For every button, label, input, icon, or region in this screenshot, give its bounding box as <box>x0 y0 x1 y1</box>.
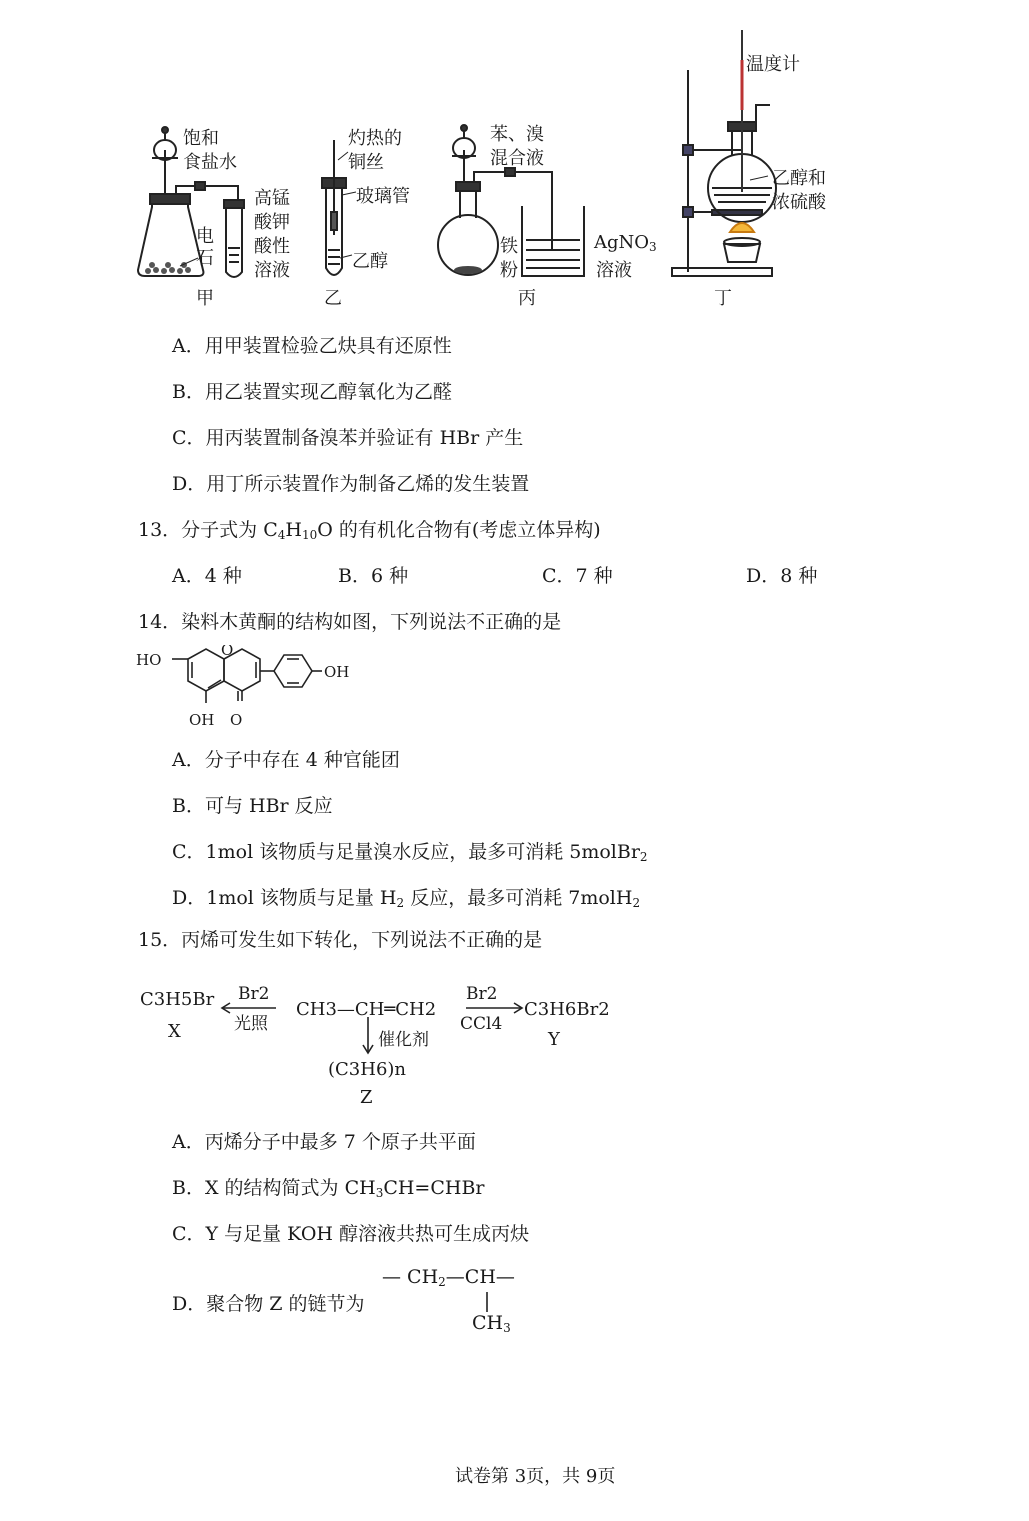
scheme-x-formula: C3H5Br <box>140 989 215 1010</box>
chain-branch: $CH_3$ <box>472 1312 511 1335</box>
yi-caption: 乙 <box>324 288 342 309</box>
jia-label-tube-4: 溶液 <box>254 260 290 281</box>
q14-option-a: A．分子中存在 4 种官能团 <box>172 749 400 771</box>
scheme-z-formula: (C3H6)n <box>328 1059 407 1080</box>
struct-oh-bottom: OH <box>189 711 215 729</box>
jia-label-tube-3: 酸性 <box>254 236 290 257</box>
scheme-down-condition: 催化剂 <box>378 1030 429 1050</box>
bing-label-iron-2: 粉 <box>500 260 518 281</box>
bing-label-iron-1: 铁 <box>500 236 518 257</box>
jia-label-tube-2: 酸钾 <box>254 212 290 233</box>
bing-label-funnel-2: 混合液 <box>490 148 544 169</box>
q15-stem: 15．丙烯可发生如下转化，下列说法不正确的是 <box>138 929 543 951</box>
q13-option-d: D．8 种 <box>746 565 818 587</box>
jia-label-solid-2: 石 <box>196 248 214 269</box>
q13-option-a: A．4 种 <box>172 565 242 587</box>
q15-option-d: D．聚合物 Z 的链节为 <box>172 1293 365 1315</box>
scheme-x-letter: X <box>168 1021 181 1042</box>
jia-label-funnel-1: 饱和 <box>183 128 219 149</box>
bing-label-beaker-2: 溶液 <box>596 260 632 281</box>
jia-label-tube-1: 高锰 <box>254 188 290 209</box>
jia-label-solid-1: 电 <box>196 226 214 247</box>
scheme-left-reagent: Br2 <box>238 984 270 1004</box>
ding-label-thermo: 温度计 <box>746 54 800 75</box>
ding-caption: 丁 <box>714 288 732 309</box>
q13-stem: 13．分子式为 $C_4H_{10}O$ 的有机化合物有(考虑立体异构) <box>138 519 601 542</box>
jia-label-funnel-2: 食盐水 <box>183 152 237 173</box>
bing-caption: 丙 <box>518 288 536 309</box>
q14-stem: 14．染料木黄酮的结构如图，下列说法不正确的是 <box>138 611 562 633</box>
scheme-y-letter: Y <box>548 1029 560 1050</box>
ding-label-flask-1: 乙醇和 <box>772 168 826 189</box>
q12-option-c: C．用丙装置制备溴苯并验证有 HBr 产生 <box>172 427 524 449</box>
page-footer: 试卷第 3页，共 9页 <box>455 1466 616 1487</box>
scheme-z-letter: Z <box>360 1087 373 1108</box>
q12-option-d: D．用丁所示装置作为制备乙烯的发生装置 <box>172 473 530 495</box>
q14-option-b: B．可与 HBr 反应 <box>172 795 333 817</box>
bing-label-beaker-1: AgNO$_3$ <box>594 232 657 254</box>
q13-option-b: B．6 种 <box>338 565 409 587</box>
q14-option-c: C．1mol 该物质与足量溴水反应，最多可消耗 5molBr$_2$ <box>172 841 648 864</box>
q13-option-c: C．7 种 <box>542 565 613 587</box>
q14-option-d: D．1mol 该物质与足量 $H_2$ 反应，最多可消耗 7molH$_2$ <box>172 887 641 910</box>
struct-ho-top: HO <box>136 651 162 669</box>
scheme-right-condition: CCl4 <box>460 1014 503 1034</box>
bing-label-funnel-1: 苯、溴 <box>490 124 544 145</box>
q12-option-a: A．用甲装置检验乙炔具有还原性 <box>172 335 452 357</box>
yi-label-wire-2: 铜丝 <box>348 152 384 173</box>
scheme-center-formula: CH3—CH═CH2 <box>296 999 437 1020</box>
propene-reaction-scheme <box>130 975 620 1110</box>
q15-option-c: C．Y 与足量 KOH 醇溶液共热可生成丙炔 <box>172 1223 530 1245</box>
struct-o-ketone: O <box>230 711 243 729</box>
ding-label-flask-2: 浓硫酸 <box>772 192 826 213</box>
yi-label-liquid: 乙醇 <box>352 251 388 272</box>
scheme-y-formula: C3H6Br2 <box>524 999 610 1020</box>
struct-o-ring: O <box>221 645 234 659</box>
q15-option-a: A．丙烯分子中最多 7 个原子共平面 <box>172 1131 476 1153</box>
q12-option-b: B．用乙装置实现乙醇氧化为乙醛 <box>172 381 452 403</box>
genistein-structure <box>136 645 356 735</box>
yi-label-wire-1: 灼热的 <box>348 128 402 149</box>
chain-main: — $CH_2—CH—$ <box>382 1266 515 1289</box>
scheme-left-condition: 光照 <box>234 1014 268 1034</box>
q15-option-b: B．X 的结构简式为 $CH_3CH=CHBr$ <box>172 1177 485 1200</box>
jia-caption: 甲 <box>196 288 214 309</box>
scheme-right-reagent: Br2 <box>466 984 498 1004</box>
yi-label-tube: 玻璃管 <box>356 186 410 207</box>
struct-oh-right: OH <box>324 663 350 681</box>
